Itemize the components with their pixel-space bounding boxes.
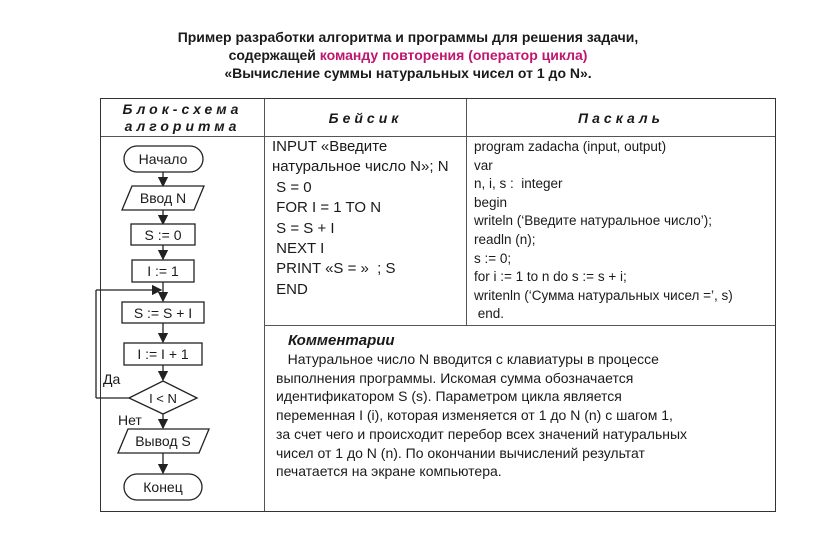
- sum-step-label: S := S + I: [133, 305, 193, 321]
- comments-text: Натуральное число N вводится с клавиатуры в процессе выполнения программы. Искомая сумма обозначается идентификатором S (s). Параметром цикла является переменная I (i), которая изменяется от 1 до N (n) с шагом 1, за счет чего и происходит перебор всех значений натуральных чисел от 1 до N (n). По окончании вычислений результат печатается на экране компьютера.: [276, 351, 688, 480]
- flowchart-counter-step: [124, 343, 202, 365]
- flowchart-header-line2: алгоритма: [124, 118, 241, 134]
- flowchart-header-line1: Блок-схема: [122, 101, 243, 117]
- flowchart-sum-step: [122, 302, 204, 323]
- pascal-header: Паскаль: [578, 110, 664, 126]
- flowchart-end: [124, 474, 202, 500]
- flowchart-output: [118, 429, 209, 453]
- flowchart-input: [122, 186, 204, 210]
- basic-code: INPUT «Введите натуральное число N»; N S = 0 FOR I = 1 TO N S = S + I NEXT I PRINT «S = » ; S END: [272, 138, 449, 298]
- condition-label: I < N: [149, 391, 177, 406]
- basic-header: Бейсик: [328, 110, 403, 126]
- yes-label: Да: [103, 371, 121, 387]
- title-accent: команду повторения (оператор цикла): [319, 47, 588, 63]
- start-label: Начало: [138, 151, 188, 167]
- flowchart-start: [124, 146, 203, 172]
- init-label: S := 0: [144, 227, 182, 243]
- flowchart-condition: [129, 381, 197, 414]
- flowchart-init: [131, 224, 195, 245]
- input-label: Ввод N: [139, 190, 187, 206]
- counter-step-label: I := I + 1: [137, 346, 189, 362]
- comments-title: Комментарии: [288, 332, 395, 349]
- counter-init-label: I := 1: [147, 263, 179, 279]
- title-prefix: содержащей: [228, 47, 320, 63]
- pascal-code: program zadacha (input, output) var n, i, s : integer begin writeln (‘Введите натуральное число’); readln (n); s := 0; for i := 1 to n do s := s + i; writenln (‘Сумма натуральных чисел =’, s) end.: [474, 139, 733, 322]
- output-label: Вывод S: [135, 433, 191, 449]
- page-title-line1: Пример разработки алгоритма и программы для решения задачи,: [177, 29, 639, 45]
- end-label: Конец: [143, 479, 183, 495]
- no-label: Нет: [118, 412, 142, 428]
- flowchart-counter-init: [132, 260, 194, 282]
- page-title-line3: «Вычисление суммы натуральных чисел от 1 до N».: [224, 65, 592, 81]
